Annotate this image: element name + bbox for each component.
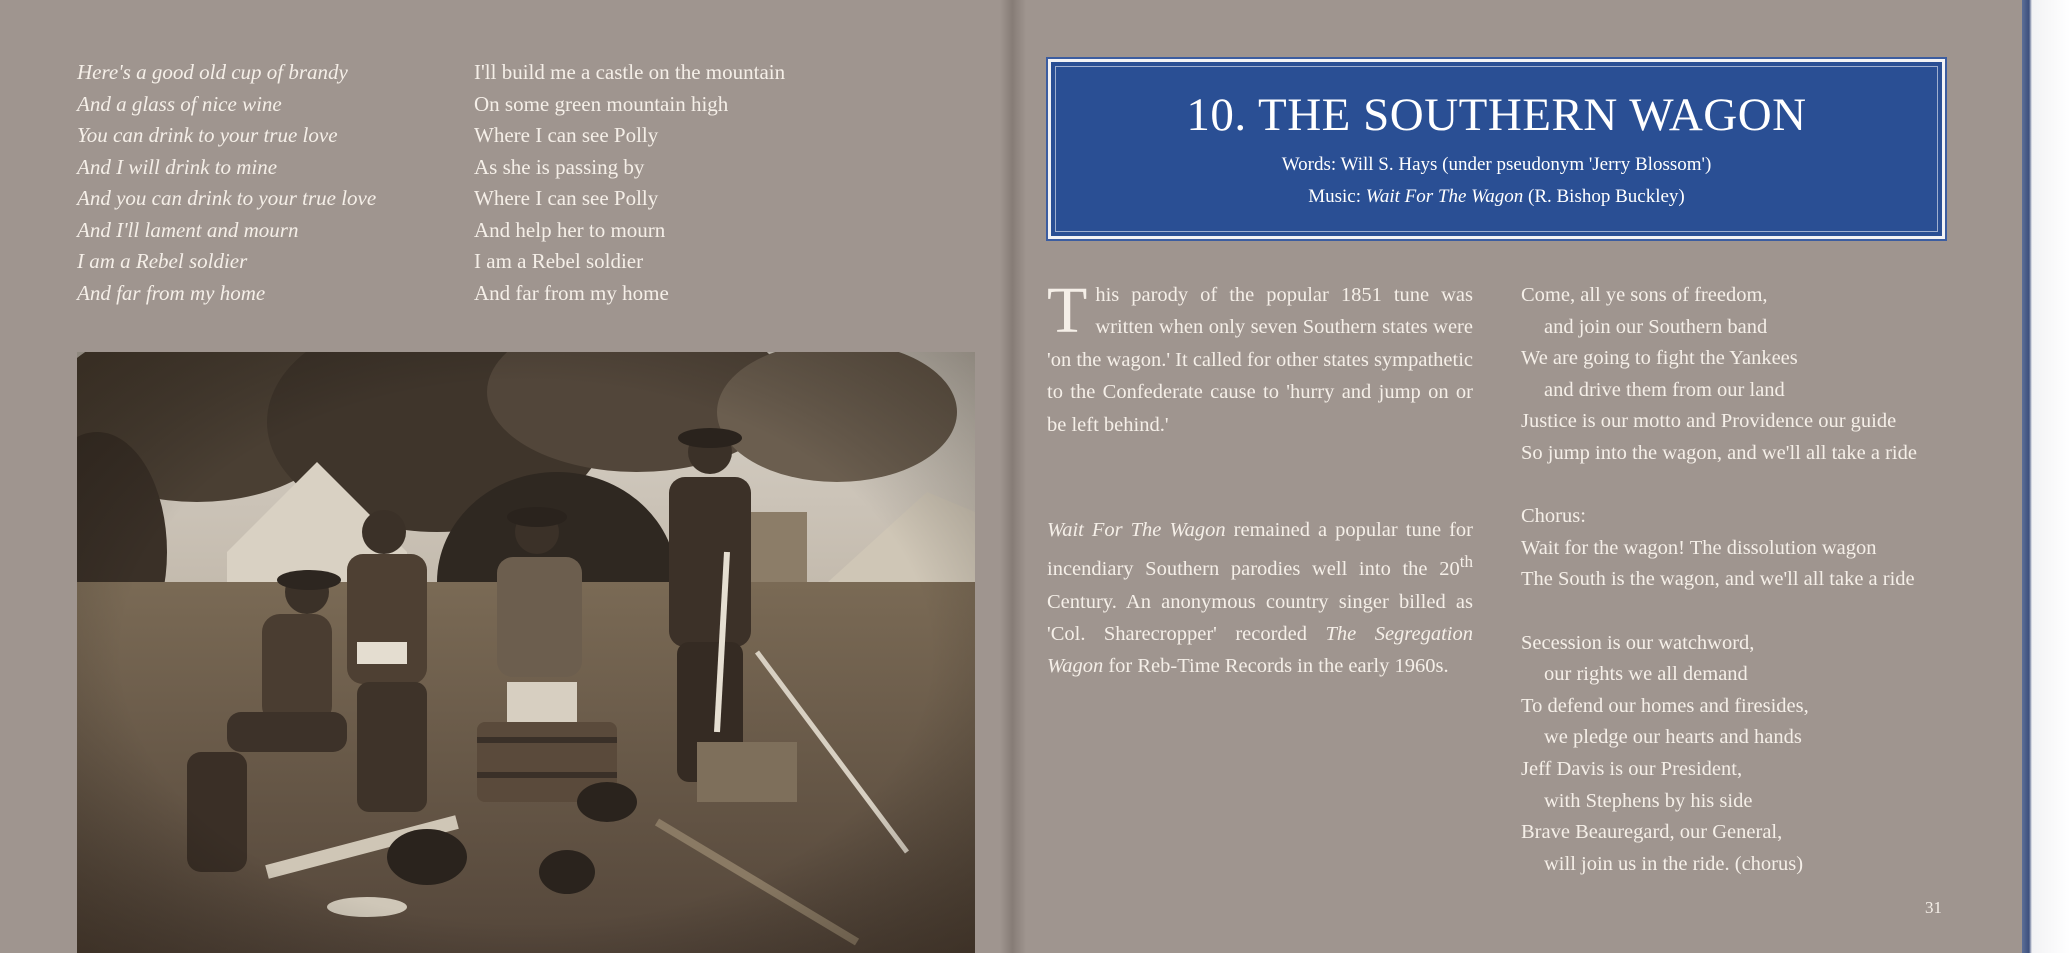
stanza-gap xyxy=(1521,470,1917,502)
book-edge xyxy=(2022,0,2070,953)
lyric-line: And I'll lament and mourn xyxy=(77,217,299,242)
history-paragraph xyxy=(1047,514,1473,683)
credit-music-prefix: Music: xyxy=(1308,186,1366,207)
song-lyric-line: Come, all ye sons of freedom, xyxy=(1521,284,1768,306)
song-lyric-line: and join our Southern band xyxy=(1544,315,1768,338)
song-lyric-line: Justice is our motto and Providence our guide xyxy=(1521,410,1897,433)
credit-music-suffix: (R. Bishop Buckley) xyxy=(1523,186,1685,207)
credit-music-title: Wait For The Wagon xyxy=(1365,186,1524,207)
history-title-italic-2: The Segregation Wagon xyxy=(1047,623,1473,678)
song-lyric-line: Wait for the wagon! The dissolution wagon xyxy=(1521,536,1877,559)
lyric-line: As she is passing by xyxy=(474,154,645,179)
song-lyric-line: To defend our homes and firesides, xyxy=(1521,694,1809,717)
lyric-line: I'll build me a castle on the mountain xyxy=(474,60,786,84)
lyric-line: And far from my home xyxy=(77,280,266,305)
lyrics-column-1 xyxy=(77,57,376,309)
song-lyric-line: Chorus: xyxy=(1521,505,1586,528)
history-text-3: for Reb-Time Records in the early 1960s. xyxy=(1103,655,1449,678)
song-lyric-line: we pledge our hearts and hands xyxy=(1544,726,1802,749)
credit-music xyxy=(1051,186,1942,208)
history-text-1: remained a popular tune for incendiary Southern parodies well into the 20 xyxy=(1047,519,1473,581)
credit-words: Words: Will S. Hays (under pseudonym 'Jerry Blossom') xyxy=(1281,154,1712,175)
stanza-gap xyxy=(1521,596,1917,628)
sepia-photo-illustration xyxy=(77,352,975,953)
lyric-line: And I will drink to mine xyxy=(77,154,278,179)
song-title-banner xyxy=(1048,59,1945,239)
song-lyric-line: So jump into the wagon, and we'll all take a ride xyxy=(1521,441,1917,464)
song-lyric-line: The South is the wagon, and we'll all take a ride xyxy=(1521,568,1915,591)
lyrics-column-2 xyxy=(474,57,785,309)
book-gutter xyxy=(1000,0,1026,953)
civil-war-camp-photo xyxy=(77,352,975,953)
song-lyric-line: Secession is our watchword, xyxy=(1521,631,1755,654)
song-lyric-line: and drive them from our land xyxy=(1544,378,1785,401)
lyric-line: Where I can see Polly xyxy=(474,186,659,210)
lyric-line: On some green mountain high xyxy=(474,91,729,116)
lyric-line: You can drink to your true love xyxy=(77,123,338,147)
drop-cap: T xyxy=(1047,274,1088,347)
lyric-line: And help her to mourn xyxy=(474,217,666,242)
song-title: 10. THE SOUTHERN WAGON xyxy=(1186,89,1807,141)
song-lyrics xyxy=(1521,280,1917,880)
history-text-2: Century. An anonymous country singer billed as 'Col. Sharecropper' recorded xyxy=(1047,590,1473,646)
lyric-line: Where I can see Polly xyxy=(474,123,659,147)
song-lyric-line: Jeff Davis is our President, xyxy=(1521,757,1743,780)
song-lyric-line: will join us in the ride. (chorus) xyxy=(1544,852,1804,875)
song-lyric-line: Brave Beauregard, our General, xyxy=(1521,821,1783,844)
history-superscript: th xyxy=(1459,552,1473,572)
history-title-italic: Wait For The Wagon xyxy=(1047,519,1226,541)
song-lyric-line: our rights we all demand xyxy=(1544,663,1748,686)
left-page xyxy=(0,0,1012,953)
page-number: 31 xyxy=(1925,898,1942,917)
lyric-line: And you can drink to your true love xyxy=(77,186,377,210)
lyric-line: I am a Rebel soldier xyxy=(77,249,248,273)
song-lyric-line: We are going to fight the Yankees xyxy=(1521,347,1798,370)
intro-paragraph-text: his parody of the popular 1851 tune was written when only seven Southern states were 'on the wagon.' It called for other states sympathetic to the Confederate cause to 'hurry and jump on or be left behind.' xyxy=(1047,284,1473,436)
intro-paragraph xyxy=(1047,274,1473,441)
lyric-line: Here's a good old cup of brandy xyxy=(77,60,348,84)
lyric-line: I am a Rebel soldier xyxy=(474,249,644,273)
lyric-line: And far from my home xyxy=(474,280,669,305)
lyric-line: And a glass of nice wine xyxy=(77,91,282,116)
song-lyric-line: with Stephens by his side xyxy=(1544,789,1753,812)
